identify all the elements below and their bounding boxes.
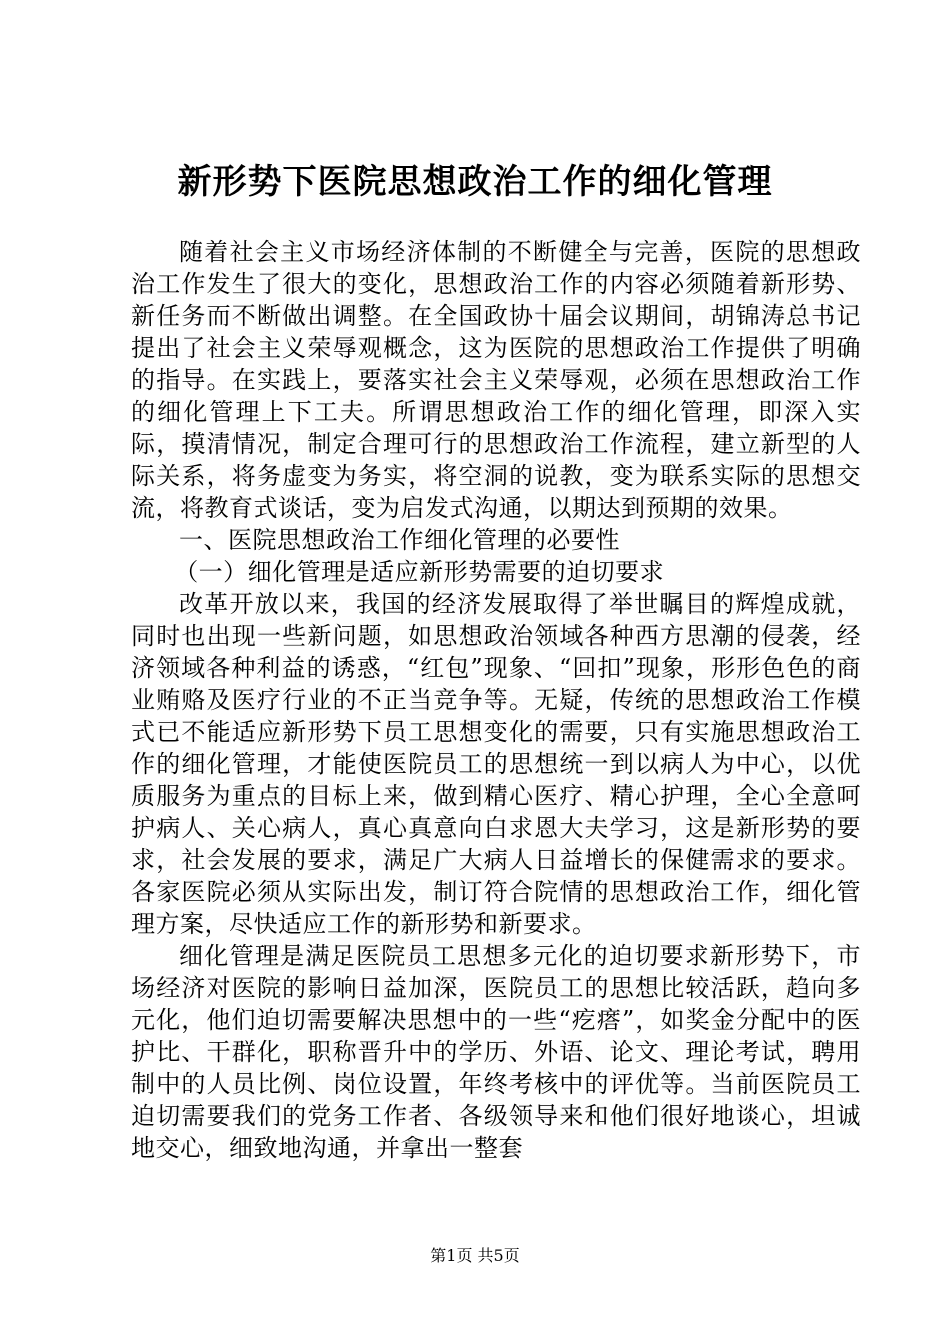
document-title: 新形势下医院思想政治工作的细化管理 (177, 162, 773, 202)
section-heading: 一、医院思想政治工作细化管理的必要性 (179, 526, 620, 554)
subsection-heading: （一）细化管理是适应新形势需要的迫切要求 (174, 558, 665, 586)
paragraph-reform: 改革开放以来，我国的经济发展取得了举世瞩目的辉煌成就，同时也出现一些新问题，如思想政治领域各种西方思潮的侵袭，经济领域各种利益的诱惑，“红包”现象、“回扣”现象，形形色色的商业贿赂及医疗行业的不正当竞争等。无疑，传统的思想政治工作模式已不能适应新形势下员工思想变化的需要，只有实施思想政治工作的细化管理，才能使医院员工的思想统一到以病人为中心，以优质服务为重点的目标上来，做到精心医疗、精心护理，全心全意呵护病人、关心病人，真心真意向白求恩大夫学习，这是新形势的要求，社会发展的要求，满足广大病人日益增长的保健需求的要求。各家医院必须从实际出发，制订符合院情的思想政治工作，细化管理方案，尽快适应工作的新形势和新要求。 (131, 590, 861, 938)
paragraph-diversification: 细化管理是满足医院员工思想多元化的迫切要求新形势下，市场经济对医院的影响日益加深，医院员工的思想比较活跃，趋向多元化，他们迫切需要解决思想中的一些“疙瘩”，如奖金分配中的医护比、干群化，职称晋升中的学历、外语、论文、理论考试，聘用制中的人员比例、岗位设置，年终考核中的评优等。当前医院员工迫切需要我们的党务工作者、各级领导来和他们很好地谈心，坦诚地交心，细致地沟通，并拿出一整套 (131, 942, 861, 1162)
document-body (131, 236, 861, 1164)
paragraph-intro: 随着社会主义市场经济体制的不断健全与完善，医院的思想政治工作发生了很大的变化，思想政治工作的内容必须随着新形势、新任务而不断做出调整。在全国政协十届会议期间，胡锦涛总书记提出了社会主义荣辱观概念，这为医院的思想政治工作提供了明确的指导。在实践上，要落实社会主义荣辱观，必须在思想政治工作的细化管理上下工夫。所谓思想政治工作的细化管理，即深入实际，摸清情况，制定合理可行的思想政治工作流程，建立新型的人际关系，将务虚变为务实，将空洞的说教，变为联系实际的思想交流，将教育式谈话，变为启发式沟通，以期达到预期的效果。 (131, 238, 861, 522)
page-footer: 第1页 共5页 (430, 1246, 520, 1265)
